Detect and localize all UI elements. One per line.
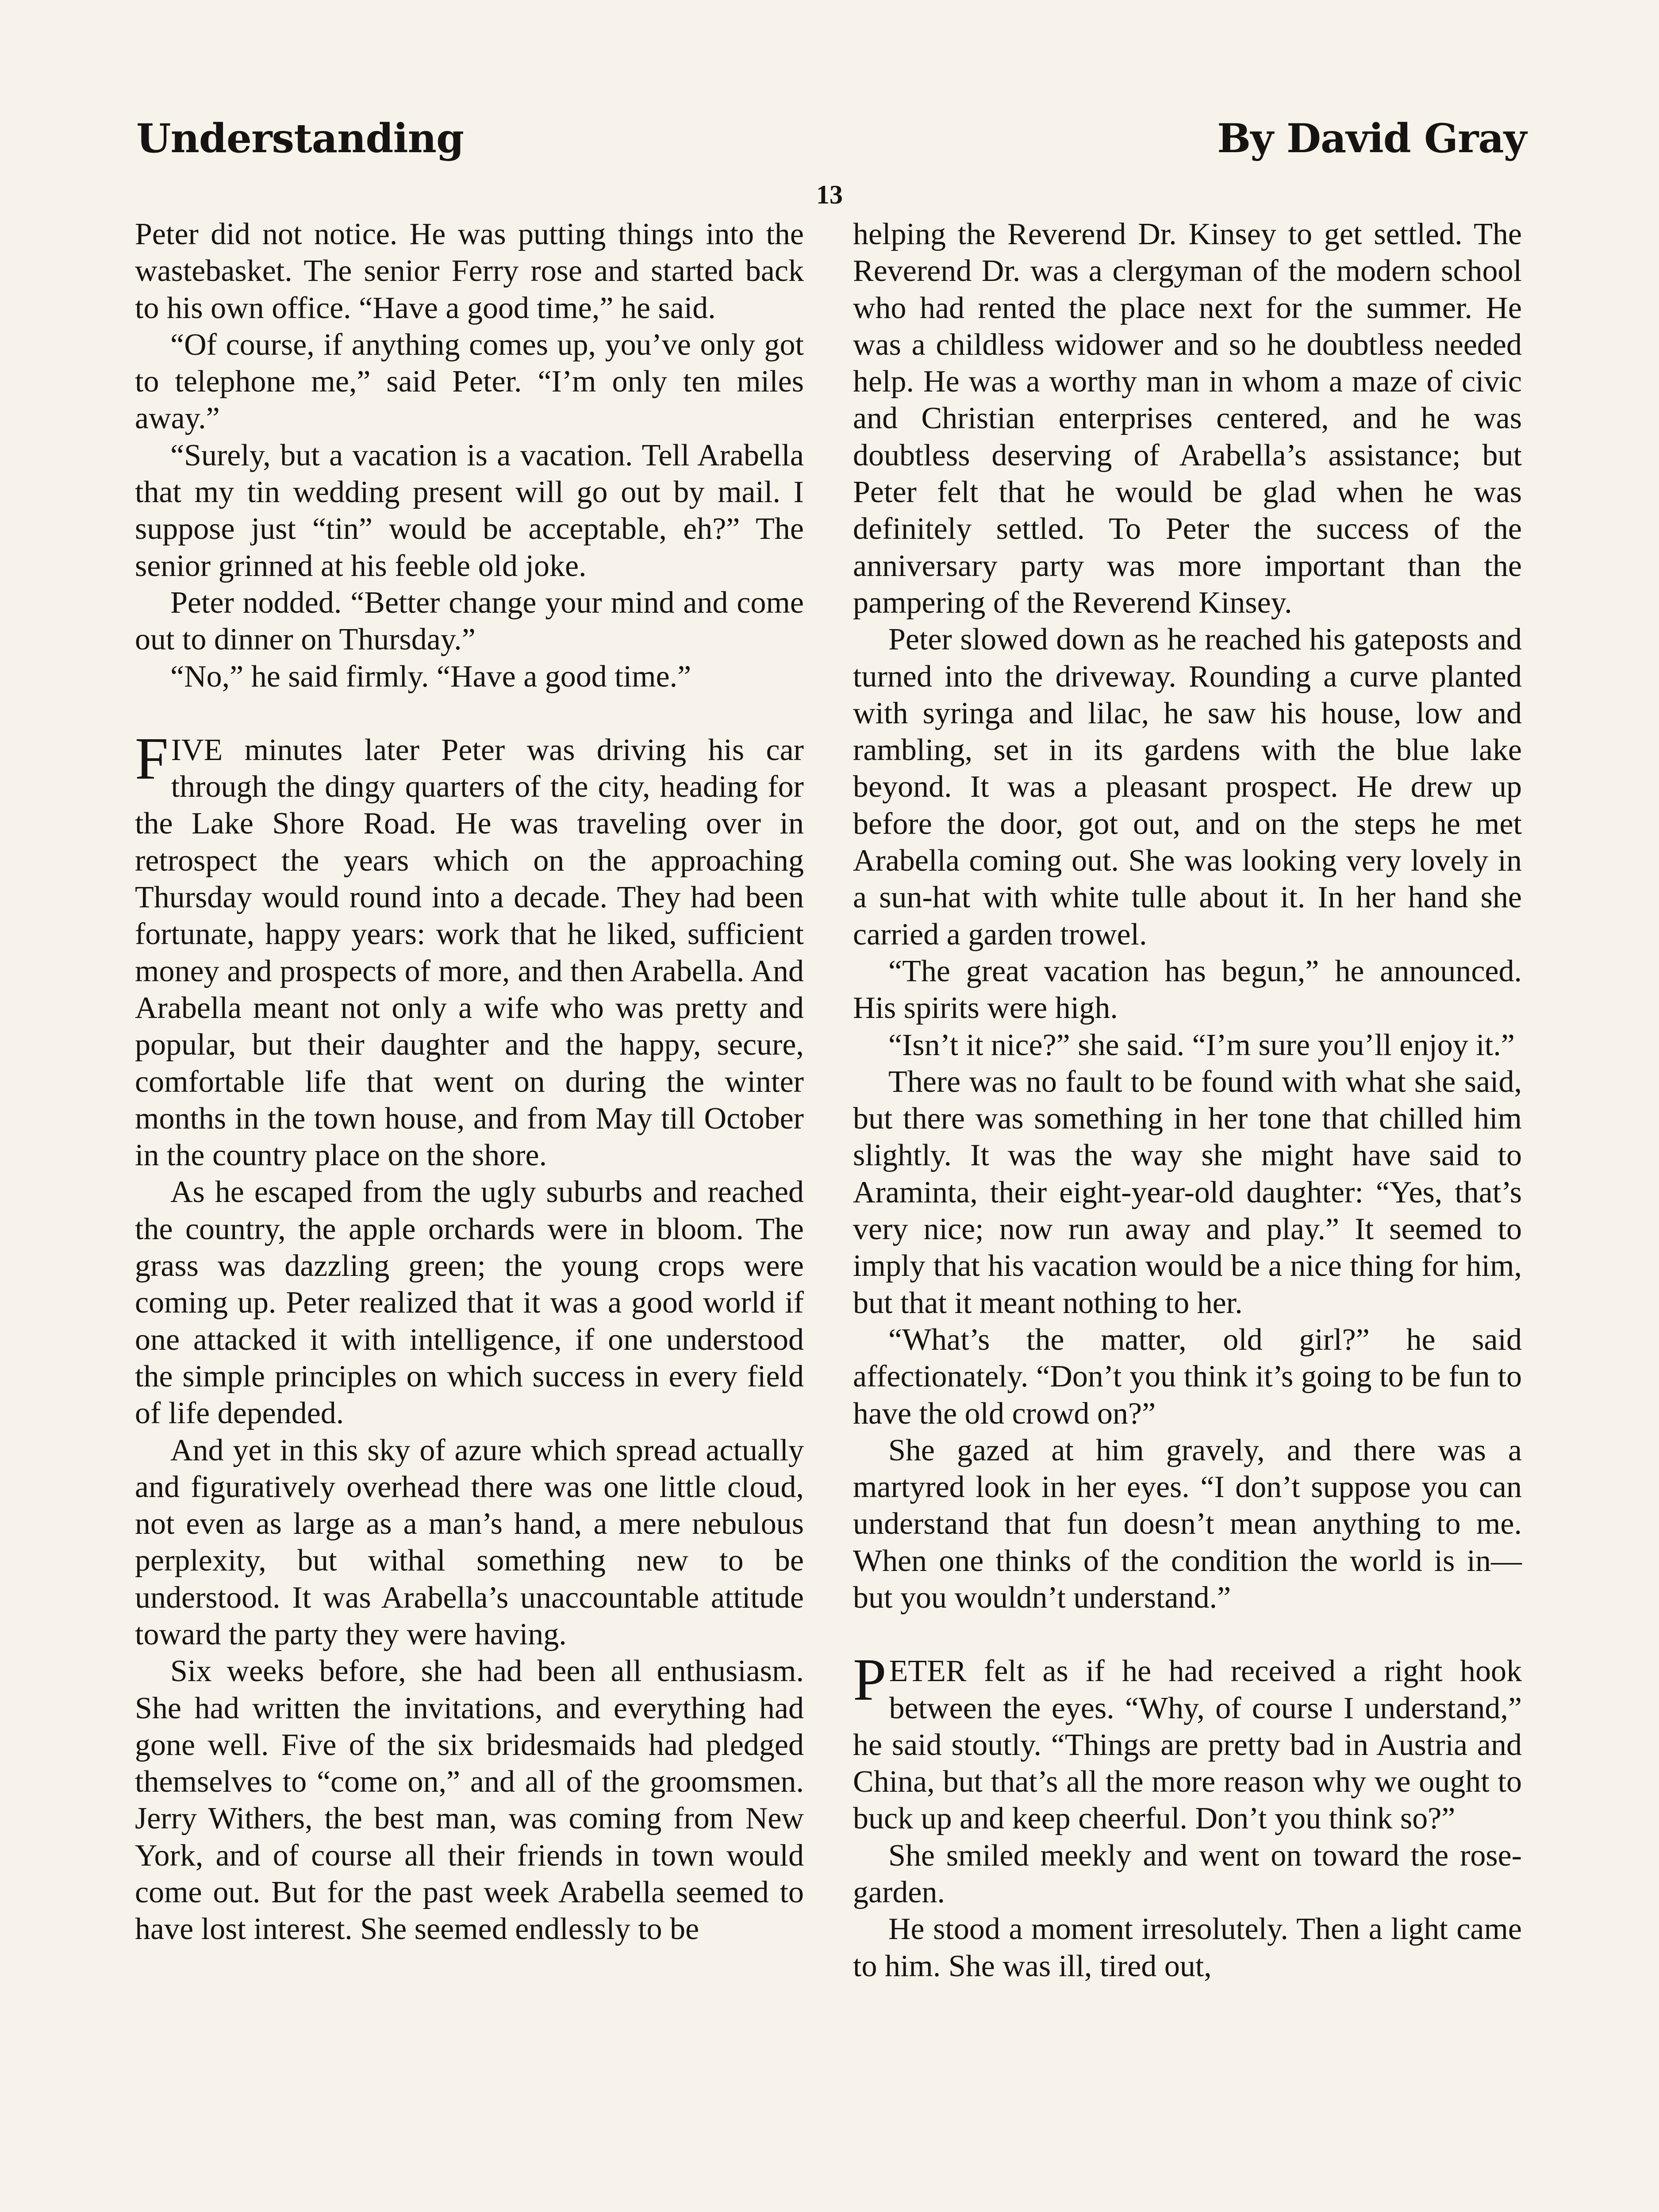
section-lead-text: felt as if he had received a right hook between the eyes. “Why, of course I understand,” he said stoutly. “Things are pretty bad in Austria and China, but that’s all the more reason why we ought to buck up and keep cheerful. Don’t you think so?”	[853, 1654, 1522, 1836]
paragraph: “No,” he said firmly. “Have a good time.”	[170, 659, 691, 694]
paragraph: Peter slowed down as he reached his gateposts and turned into the driveway. Rounding a curve planted with syringa and lilac, he saw his house, low and rambling, set in its gardens with the blue lake beyond. It was a pleasant prospect. He drew up before the door, got out, and on the steps he met Arabella coming out. She was looking very lovely in a sun-hat with white tulle about it. In her hand she carried a garden trowel.	[853, 622, 1522, 952]
drop-cap: F	[135, 725, 169, 792]
paragraph: There was no fault to be found with what she said, but there was something in her tone that chilled him slightly. It was the way she might have said to Araminta, their eight-year-old daughter: “Yes, that’s very nice; now run away and play.” It seemed to imply that his vacation would be a nice thing for him, but that it meant nothing to her.	[853, 1064, 1522, 1320]
paragraph: helping the Reverend Dr. Kinsey to get settled. The Reverend Dr. was a clergyman of the modern school who had rented the place next for the summer. He was a childless widower and so he doubtless needed help. He was a worthy man in whom a maze of civic and Christian enterprises centered, and he was doubtless deserving of Arabella’s assistance; but Peter felt that he would be glad when he was definitely settled. To Peter the success of the anniversary party was more important than the pampering of the Reverend Kinsey.	[853, 217, 1522, 620]
left-column	[135, 216, 804, 1948]
paragraph: He stood a moment irresolutely. Then a light came to him. She was ill, tired out,	[853, 1912, 1522, 1983]
paragraph: “Isn’t it nice?” she said. “I’m sure you’ll enjoy it.”	[888, 1028, 1515, 1062]
page-number: 13	[816, 180, 843, 209]
drop-cap: P	[853, 1647, 887, 1713]
paragraph: “What’s the matter, old girl?” he said affectionately. “Don’t you think it’s going to be fun to have the old crowd on?”	[853, 1322, 1522, 1431]
section-lead-caps: ETER	[889, 1654, 967, 1689]
section-lead-text: minutes later Peter was driving his car through the dingy quarters of the city, heading for the Lake Shore Road. He was traveling over in retrospect the years which on the approaching Thursday would round into a decade. They had been fortunate, happy years: work that he liked, sufficient money and prospects of more, and then Arabella. And Arabella meant not only a wife who was pretty and popular, but their daughter and the happy, secure, comfortable life that went on during the winter months in the town house, and from May till October in the country place on the shore.	[135, 733, 804, 1173]
paragraph: And yet in this sky of azure which spread actually and figuratively overhead there was one little cloud, not even as large as a man’s hand, a mere nebulous perplexity, but withal something new to be understood. It was Arabella’s unaccountable attitude toward the party they were having.	[135, 1433, 804, 1651]
paragraph: As he escaped from the ugly suburbs and reached the country, the apple orchards were in bloom. The grass was dazzling green; the young crops were coming up. Peter realized that it was a good world if one attacked it with intelligence, if one understood the simple principles on which success in every field of life depended.	[135, 1175, 804, 1431]
paragraph: Peter nodded. “Better change your mind and come out to dinner on Thursday.”	[135, 585, 804, 657]
section-lead-caps: IVE	[171, 733, 223, 767]
story-title: Understanding	[136, 115, 464, 162]
paragraph: “The great vacation has begun,” he announced. His spirits were high.	[853, 954, 1522, 1025]
section-opening-paragraph	[853, 1647, 1522, 1837]
paragraph: “Of course, if anything comes up, you’ve only got to telephone me,” said Peter. “I’m only ten miles away.”	[135, 327, 804, 436]
paragraph: She gazed at him gravely, and there was a martyred look in her eyes. “I don’t suppose you can understand that fun doesn’t mean anything to me. When one thinks of the condition the world is in—but you wouldn’t understand.”	[853, 1433, 1522, 1615]
paragraph: She smiled meekly and went on toward the rose-garden.	[853, 1838, 1522, 1910]
paragraph: Six weeks before, she had been all enthusiasm. She had written the invitations, and everything had gone well. Five of the six bridesmaids had pledged themselves to “come on,” and all of the groomsmen. Jerry Withers, the best man, was coming from New York, and of course all their friends in town would come out. But for the past week Arabella seemed to have lost interest. She seemed endlessly to be	[135, 1654, 804, 1947]
paragraph: “Surely, but a vacation is a vacation. Tell Arabella that my tin wedding present will go out by mail. I suppose just “tin” would be acceptable, eh?” The senior grinned at his feeble old joke.	[135, 438, 804, 583]
right-column	[853, 216, 1522, 1985]
author-byline: By David Gray	[1217, 115, 1526, 162]
paragraph: Peter did not notice. He was putting things into the wastebasket. The senior Ferry rose and started back to his own office. “Have a good time,” he said.	[135, 217, 804, 325]
section-opening-paragraph	[135, 725, 804, 1174]
